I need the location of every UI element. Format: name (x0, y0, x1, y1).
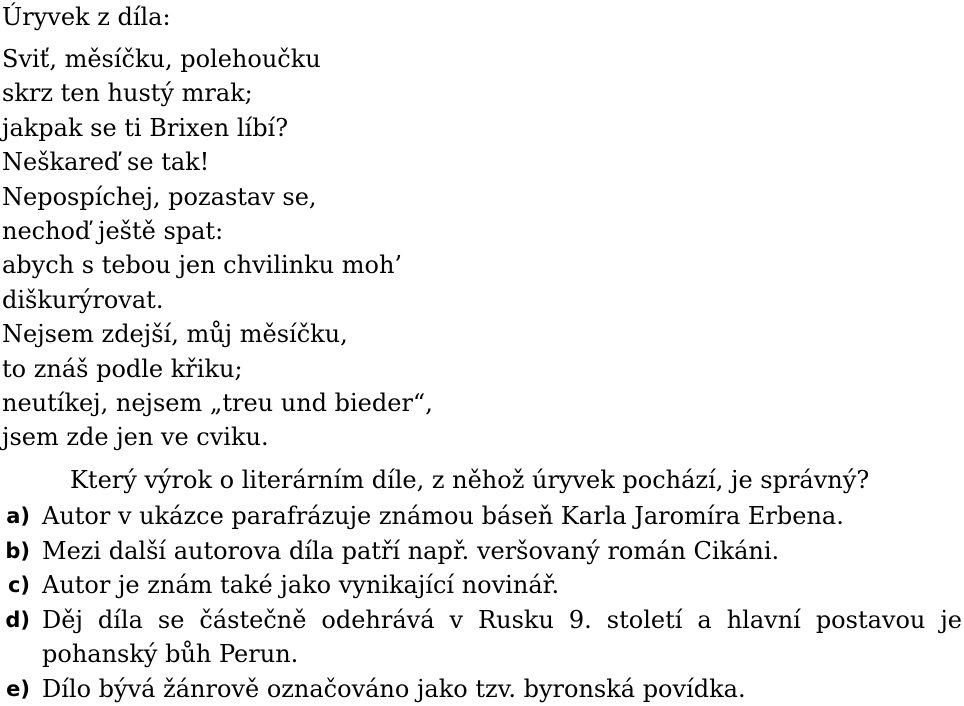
poem-line: jsem zde jen ve cviku. (2, 423, 269, 452)
poem-line: to znáš podle křiku; (2, 354, 243, 383)
option-text: Mezi další autorova díla patří např. veršovaný román Cikáni. (42, 536, 780, 565)
poem-line: diškurýrovat. (2, 285, 164, 314)
option-text: Autor je znám také jako vynikající novinář. (42, 571, 560, 599)
answer-options (0, 499, 964, 706)
answer-option-b[interactable] (0, 534, 964, 569)
poem-excerpt (2, 42, 433, 455)
poem-line: Nepospíchej, pozastav se, (2, 182, 317, 211)
poem-line: Sviť, měsíčku, polehoučku (2, 45, 321, 73)
question-text: Který výrok o literárním díle, z něhož úryvek pochází, je správný? (70, 466, 870, 494)
answer-option-a[interactable] (0, 499, 964, 534)
poem-line: jakpak se ti Brixen líbí? (2, 113, 289, 142)
answer-option-e[interactable] (0, 672, 964, 706)
poem-line: abych s tebou jen chvilinku moh’ (2, 251, 403, 280)
option-letter: e) (6, 676, 30, 701)
answer-option-c[interactable] (0, 568, 964, 603)
poem-line: neutíkej, nejsem „treu und bieder“, (2, 388, 433, 417)
poem-line: Nejsem zdejší, můj měsíčku, (2, 320, 348, 349)
option-letter: c) (7, 573, 30, 597)
option-letter: b) (5, 538, 30, 563)
option-text: Dílo bývá žánrově označováno jako tzv. byronská povídka. (42, 674, 746, 703)
option-text: Autor v ukázce parafrázuje známou báseň Karla Jaromíra Erbena. (42, 502, 844, 530)
poem-line: nechoď ještě spat: (2, 216, 224, 245)
excerpt-heading: Úryvek z díla: (2, 3, 171, 31)
option-letter: d) (5, 607, 30, 632)
option-text: Děj díla se částečně odehrává v Rusku 9. století a hlavní postavou je pohanský bůh Perun. (42, 605, 962, 668)
option-letter: a) (6, 504, 30, 528)
poem-line: Neškareď se tak! (2, 148, 210, 177)
poem-line: skrz ten hustý mrak; (2, 79, 253, 108)
answer-option-d[interactable] (0, 603, 964, 672)
